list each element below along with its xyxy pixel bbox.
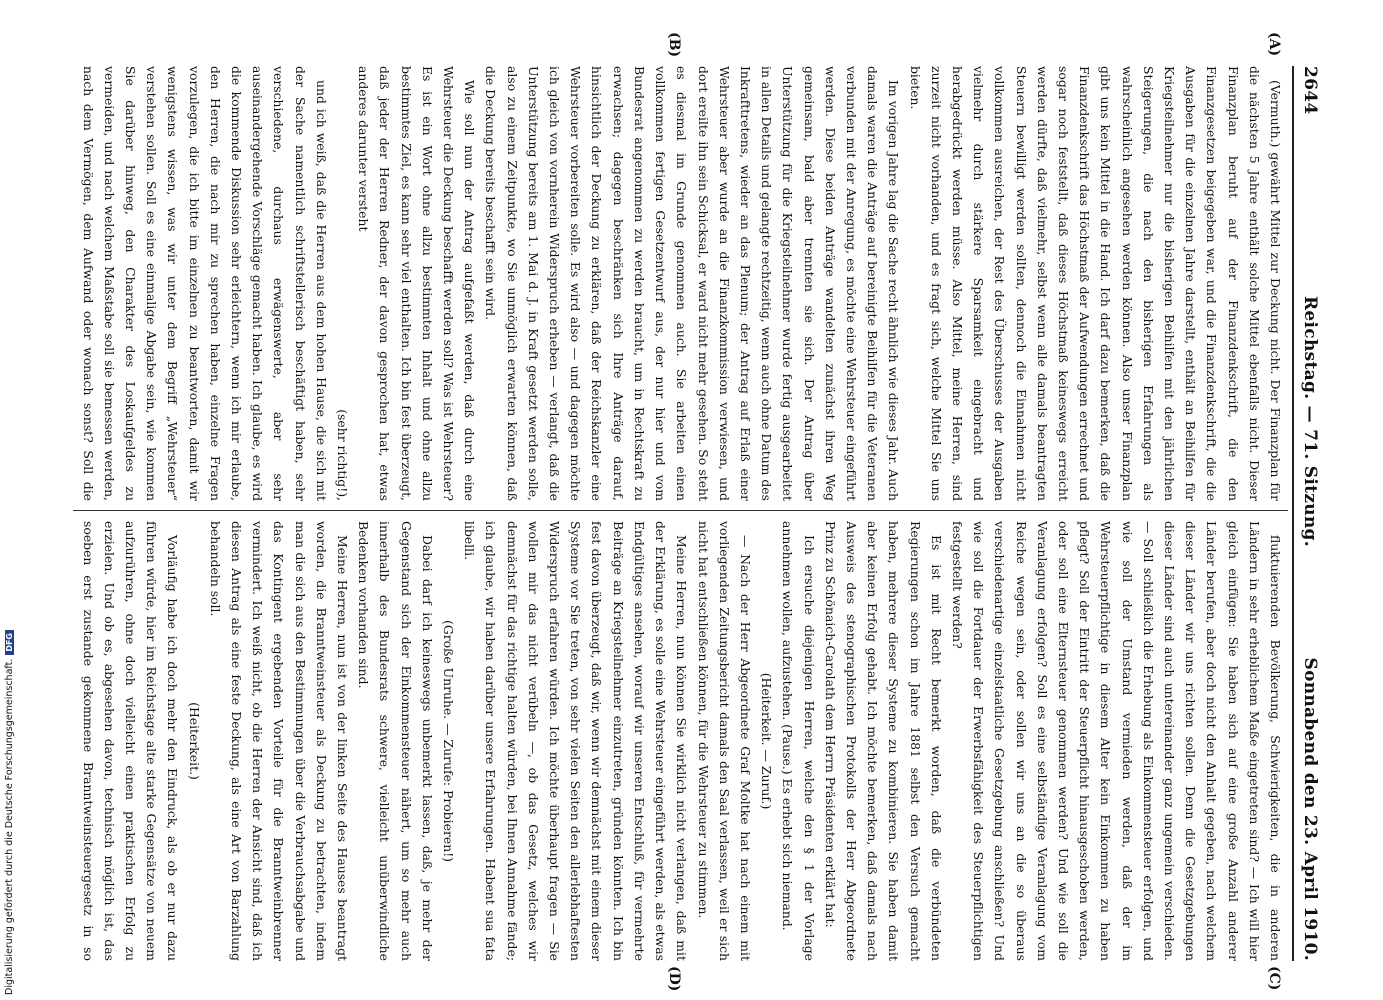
rotated-page-content [62,32,1322,992]
right-text-column [76,521,1286,961]
digitization-credit [4,5,18,995]
margin-marker-c: (C) [1266,966,1282,991]
paragraph: Es ist mit Recht bemerkt worden, daß die verbündeten Regierungen schon im Jahre 1881 selbst den Versuch gemacht haben, mehrere dieser Systeme zu kombinieren. Sie haben damit aber keinen Erfolg gehabt. Ich möchte bemerken, daß damals nach Ausweis des stenographischen Protokolls der Herr Abgeordnete Prinz zu Schönaich-Carolath dem Herrn Präsidenten erklärt hat: [822,521,944,961]
interjection: (Große Unruhe. — Zurufe: Probieren!) [441,619,457,863]
margin-marker-a: (A) [1266,32,1282,57]
paragraph: Dabei darf ich keineswegs unbemerkt lassen, daß, je mehr der Gegenstand sich der Einkommensteuer nähert, um so mehr auch innerhalb des Bundesrats schwere, vielleicht unüberwindliche Bedenken vorhanden sind. [356,521,435,961]
interjection: (sehr richtig!), [335,409,351,501]
paragraph: Ich ersuche diejenigen Herren, welche den § 1 der Vorlage annehmen wollen, aufzustehen. (Pause.) Es erhebt sich niemand. [780,521,817,961]
paragraph: — Nach der Herr Abgeordnete Graf Moltke hat nach einem mit vorliegenden Zeitungsbericht damals den Saal verlassen, weil er sich nicht hat entschließen können, für die Wehrsteuer zu stimmen. [695,521,753,961]
interjection: (Heiterkeit.) [186,702,202,780]
left-text-column [76,66,1286,501]
credit-text: Digitalisierung gefördert durch die Deutsche Forschungsgemeinschaft. [4,658,15,995]
header-date: Sonnabend den 23. April 1910. [1300,657,1320,961]
header-title: Reichstag. — 71. Sitzung. [1300,296,1320,547]
running-header [1296,66,1322,961]
paragraph: Im vorigen Jahre lag die Sache recht ähnlich wie dieses Jahr. Auch damals waren die Anträge auf bereinigte Beihilfen für die Veteranen verbunden mit der Anregung, es möchte eine Wehrsteuer eingeführt werden. Diese beiden Anträge wandelten zunächst ihren Weg gemeinsam, bald aber trennten sie sich. Der Antrag über Unterstützung für die Kriegsteilnehmer wurde fertig ausgearbeitet in allen Details und gelangte rechtzeitig, wenn auch ohne Datum des Inkrafttretens, wieder an das Plenum; der Antrag auf Erlaß einer Wehrsteuer aber wurde an die Finanzkommission verwiesen, und dort ereilte ihn sein Schicksal, er ward nicht mehr gesehen. So steht es diesmal im Grunde genommen auch. Sie arbeiten einen vollkommen fertigen Gesetzentwurf aus, der nur hier und vom Bundesrat angenommen zu werden braucht, um in Rechtskraft zu erwachsen; dagegen beschränken sich Ihre Anträge darauf, hinsichtlich der Deckung zu erklären, daß der Reichskanzler eine Wehrsteuer vorbereiten solle. Es wird also — und dagegen möchte ich gleich von vornherein Widerspruch erheben — verlangt, daß die Unterstützung bereits am 1. Mai d. J. in Kraft gesetzt werden solle, also zu einem Zeitpunkte, wo Sie unmöglich erwarten können, daß die Deckung bereits beschafft sein wird. [483,66,902,501]
paragraph: fluktuierenden Bevölkerung, Schwierigkeiten, die in anderen Ländern in sehr erheblichem Maße eingetreten sind? — Ich will hier gleich einfügen: Sie haben sich auf eine große Anzahl anderer Länder berufen, aber doch nicht den Anhalt gegeben, nach welchem dieser Länder wir uns richten sollen. Denn die Gesetzgebungen dieser Länder sind auch untereinander ganz ungemein verschieden. — Soll schließlich die Erhebung als Einkommensteuer erfolgen, und wie soll der Umstand vermieden werden, daß der im Wehrsteuerpflichtige in diesem Alter kein Einkommen zu haben pflegt? Soll der Eintritt der Steuerpflicht hinausgeschoben werden, oder soll eine Elternsteuer genommen werden? Und wie soll die Veranlagung erfolgen? Soll es eine selbständige Veranlagung vom Reiche wegen sein, oder sollen wir uns an die so überaus verschiedenartige einzelstaatliche Gesetzgebung anschließen? Und wie soll die Fortdauer der Erwerbsfähigkeit des Steuerpflichtigen festgestellt werden? [949,521,1283,961]
paragraph: Wie soll nun der Antrag aufgefaßt werden, daß durch eine Wehrsteuer die Deckung beschafft werden soll? Was ist Wehrsteuer? Es ist ein Wort ohne allzu bestimmten Inhalt und ohne allzu bestimmtes Ziel, es kann sehr viel enthalten. Ich bin fest überzeugt, daß jeder der Herren Redner, der davon gesprochen hat, etwas anderes darunter versteht [356,66,478,501]
paragraph: Vorläufig habe ich doch mehr den Eindruck, als ob er nur dazu führen würde, hier im Reichstage alte starke Gegensätze von neuem aufzurühren, ohne doch vielleicht einen praktischen Erfolg zu erzielen. Und ob es, abgesehen davon, technisch möglich ist, das soeben erst zustande gekommene Branntweinsteuergesetz in so [80,521,181,961]
paragraph: Meine Herren, nun ist von der linken Seite des Hauses beantragt worden, die Branntweinsteuer als Deckung zu betrachten, indem man die sich aus den Bestimmungen über die Verbrauchsabgabe und das Kontingent ergebenden Vorteile für die Branntweinbrenner vermindert. Ich weiß nicht, ob die Herren der Ansicht sind, daß ich diesen Antrag als eine feste Deckung, als eine Art von Barzahlung behandeln soll. [207,521,351,961]
page-number: 2644 [1300,66,1320,115]
paragraph: und ich weiß, daß die Herren aus dem hohen Hause, die sich mit der Sache namentlich schriftstellerisch beschäftigt haben, sehr verschiedene, durchaus erwägenswerte, aber sehr auseinandergehende Vorschläge gemacht haben. Ich glaube, es wird die kommende Diskussion sehr erleichtern, wenn ich mir erlaube, den Herren, die nach mir zu sprechen haben, einzelne Fragen vorzulegen, die ich bitte im einzelnen zu beantworten, damit wir wenigstens wissen, was wir unter dem Begriff „Wehrsteuer“ verstehen sollen. Soll es eine einmalige Abgabe sein, wie kommen Sie darüber hinweg, den Charakter des Loskaufgeldes zu vermeiden, und nach welchem Maßstabe soll sie bemessen werden, nach dem Vermögen, dem Aufwand oder wonach sonst? Soll die [80,66,329,501]
paragraph: (Vermuth.) gewährt Mittel zur Deckung nicht. Der Finanzplan für die nächsten 5 Jahre enthält solche Mittel ebenfalls nicht. Dieser Finanzplan beruht auf der Finanzdenkschrift, die den Finanzgesetzen beigegeben war, und die Finanzdenkschrift, die die Ausgaben für die einzelnen Jahre darstellt, enthält an Beihilfen für Kriegsteilnehmer nur die bisherigen Beihilfen mit den jährlichen Steigerungen, die nach den bisherigen Erfahrungen als wahrscheinlich angesehen werden können. Also unser Finanzplan gibt uns kein Mittel in die Hand. Ich darf dazu bemerken, daß die Finanzdenkschrift das Höchstmaß der Aufwendungen errechnet und sogar noch feststellt, daß dieses Höchstmaß keineswegs erreicht werden dürfte, daß vielmehr, selbst wenn alle damals beantragten Steuern bewilligt werden sollten, dennoch die Einnahmen nicht vollkommen ausreichen, der Rest des Überschusses der Ausgaben vielmehr durch stärkere Sparsamkeit eingebracht und herabgedrückt werden müsse. Also Mittel, meine Herren, sind zurzeit nicht vorhanden, und es fragt sich, welche Mittel Sie uns bieten. [907,66,1283,501]
dfg-logo: DFG [5,630,14,655]
margin-marker-d: (D) [666,966,682,992]
paragraph: Meine Herren, nun können Sie wirklich nicht verlangen, daß mit der Erklärung, es solle eine Wehrsteuer eingeführt werden, als etwas Endgültiges ansehen, worauf wir unseren Entschluß, für vermehrte Beiträge an Kriegsteilnehmer einzutreten, gründen könnten. Ich bin fest davon überzeugt, daß wir, wenn wir demnächst mit einem dieser Systeme vor Sie treten, von sehr vielen Seiten den allerlebhaftesten Widerspruch erfahren würden. Ich möchte überhaupt fragen — Sie wollen mir das nicht verübeln —, ob das Gesetz, welches wir demnächst für das richtige halten würden, bei Ihnen Annahme fände; ich glaube, wir haben darüber unsere Erfahrungen. Habent sua fata libelli. [462,521,690,961]
header-rule [1292,66,1294,961]
margin-marker-b: (B) [666,32,682,58]
interjection: (Heiterkeit. — Zuruf.) [759,672,775,810]
column-divider [73,510,1288,511]
